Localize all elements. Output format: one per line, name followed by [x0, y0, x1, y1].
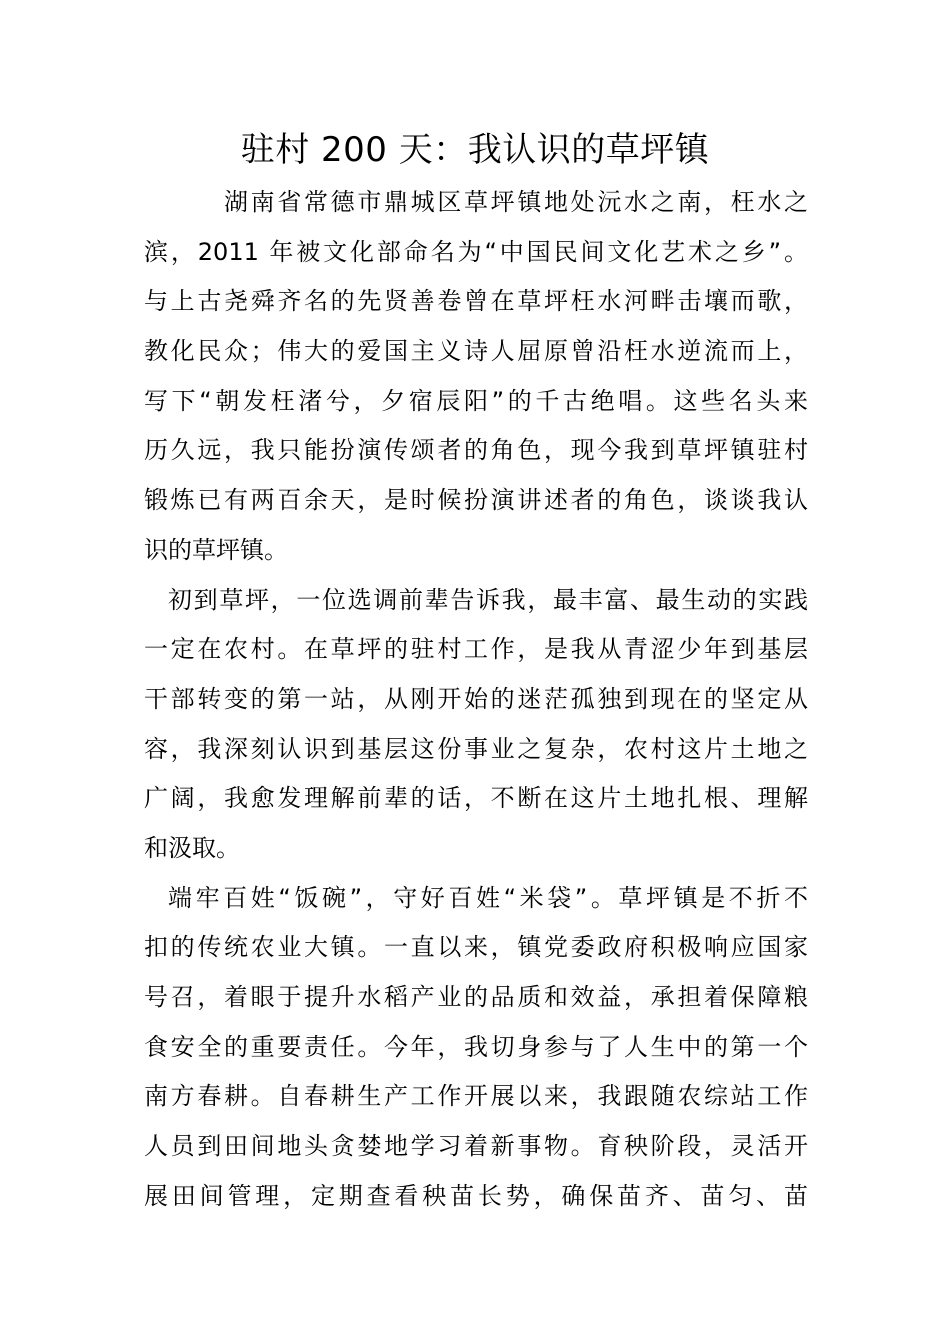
paragraph-line: 教化民众；伟大的爱国主义诗人屈原曾沿枉水逆流而上，	[144, 337, 808, 366]
paragraph-line: 号召，着眼于提升水稻产业的品质和效益，承担着保障粮	[144, 983, 808, 1011]
paragraph-line: 一定在农村。在草坪的驻村工作，是我从青涩少年到基层	[144, 635, 808, 664]
paragraph-line: 容，我深刻认识到基层这份事业之复杂，农村这片土地之	[144, 734, 808, 763]
paragraph	[144, 178, 808, 576]
document-body	[144, 178, 808, 1221]
paragraph	[144, 576, 808, 874]
paragraph-line: 展田间管理，定期查看秧苗长势，确保苗齐、苗匀、苗	[144, 1181, 808, 1210]
paragraph-line: 人员到田间地头贪婪地学习着新事物。育秧阶段，灵活开	[144, 1132, 808, 1161]
paragraph-line: 湖南省常德市鼎城区草坪镇地处沅水之南，枉水之	[224, 188, 808, 216]
paragraph-line: 识的草坪镇。	[144, 535, 288, 564]
paragraph-line: 广阔，我愈发理解前辈的话，不断在这片土地扎根、理解	[144, 784, 808, 813]
paragraph-line: 初到草坪，一位选调前辈告诉我，最丰富、最生动的实践	[168, 585, 808, 614]
paragraph-line: 写下“朝发枉渚兮，夕宿辰阳”的千古绝唱。这些名头来	[144, 386, 808, 415]
paragraph-line: 干部转变的第一站，从刚开始的迷茫孤独到现在的坚定从	[144, 684, 808, 713]
paragraph-line: 与上古尧舜齐名的先贤善卷曾在草坪枉水河畔击壤而歌，	[144, 287, 808, 316]
paragraph-line: 锻炼已有两百余天，是时候扮演讲述者的角色，谈谈我认	[144, 486, 808, 515]
paragraph-line: 南方春耕。自春耕生产工作开展以来，我跟随农综站工作	[144, 1082, 808, 1111]
paragraph-line: 食安全的重要责任。今年，我切身参与了人生中的第一个	[144, 1032, 808, 1061]
document-title: 驻村 200 天：我认识的草坪镇	[240, 130, 710, 170]
paragraph-line: 扣的传统农业大镇。一直以来，镇党委政府积极响应国家	[144, 933, 808, 962]
paragraph-line: 滨，2011 年被文化部命名为“中国民间文化艺术之乡”。	[144, 237, 808, 266]
paragraph	[144, 874, 808, 1222]
paragraph-line: 历久远，我只能扮演传颂者的角色，现今我到草坪镇驻村	[144, 436, 808, 465]
paragraph-line: 和汲取。	[144, 833, 240, 862]
paragraph-line: 端牢百姓“饭碗”，守好百姓“米袋”。草坪镇是不折不	[168, 883, 808, 912]
